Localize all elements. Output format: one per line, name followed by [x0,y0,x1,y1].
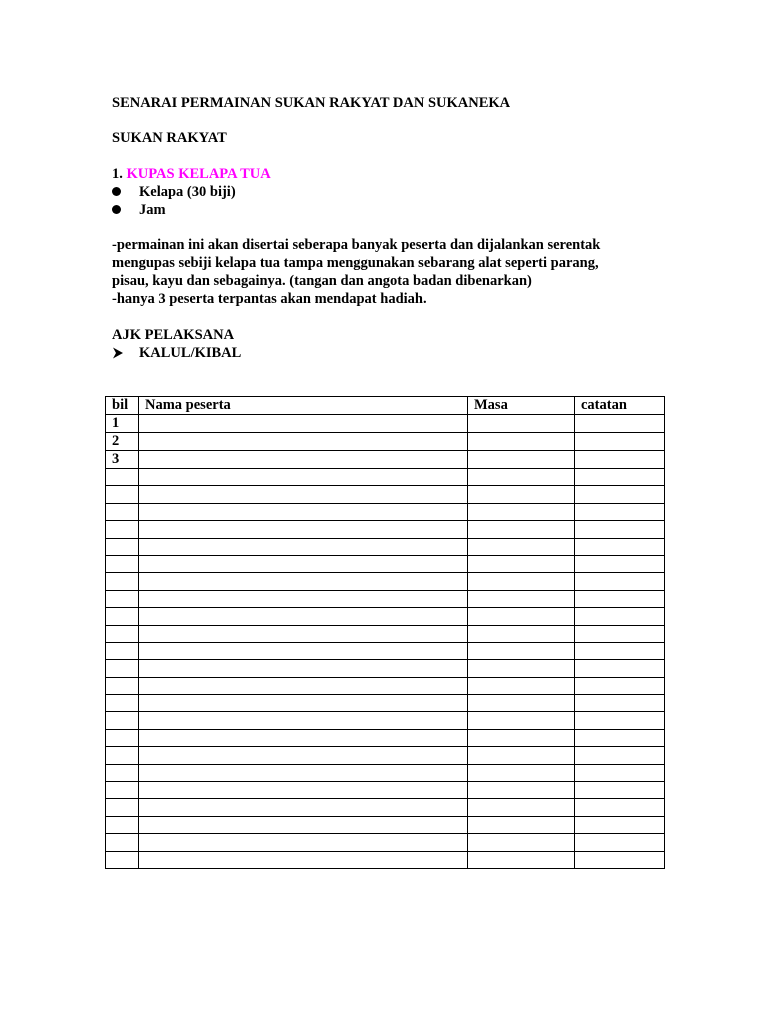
cell-masa [468,521,575,538]
cell-catatan [575,695,665,712]
cell-masa [468,695,575,712]
description-line: pisau, kayu dan sebagainya. (tangan dan angota badan dibenarkan) [112,273,532,289]
cell-nama [139,433,468,451]
cell-nama [139,642,468,659]
cell-catatan [575,608,665,625]
cell-masa [468,712,575,729]
cell-nama [139,695,468,712]
arrow-bullet-icon [112,344,132,359]
bullet-dot-icon [112,201,132,219]
cell-masa [468,433,575,451]
cell-bil [106,851,139,868]
committee-member-text: KALUL/KIBAL [139,345,242,361]
cell-masa [468,451,575,469]
column-header-catatan: catatan [575,397,665,415]
cell-masa [468,729,575,746]
table-header-row [106,397,665,415]
cell-bil [106,642,139,659]
cell-masa [468,782,575,799]
cell-masa [468,486,575,503]
cell-catatan [575,415,665,433]
cell-bil [106,573,139,590]
cell-catatan [575,729,665,746]
cell-masa [468,747,575,764]
cell-bil [106,486,139,503]
cell-catatan [575,764,665,781]
cell-nama [139,764,468,781]
table-row [106,782,665,799]
cell-catatan [575,712,665,729]
table-row [106,816,665,833]
cell-bil [106,712,139,729]
cell-masa [468,608,575,625]
description-line: -hanya 3 peserta terpantas akan mendapat hadiah. [112,291,427,307]
cell-catatan [575,451,665,469]
table-row [106,521,665,538]
cell-nama [139,573,468,590]
cell-nama [139,799,468,816]
cell-nama [139,851,468,868]
cell-nama [139,486,468,503]
column-header-nama: Nama peserta [139,397,468,415]
cell-catatan [575,538,665,555]
cell-nama [139,660,468,677]
table-body [106,415,665,869]
cell-catatan [575,851,665,868]
cell-masa [468,816,575,833]
cell-bil: 2 [106,433,139,451]
cell-masa [468,642,575,659]
cell-nama [139,677,468,694]
cell-bil [106,608,139,625]
table-row [106,764,665,781]
game-number: 1. [112,166,123,182]
table-row [106,538,665,555]
table-row [106,799,665,816]
game-heading [112,165,271,183]
cell-masa [468,851,575,868]
cell-catatan [575,799,665,816]
cell-bil [106,469,139,486]
cell-nama [139,521,468,538]
cell-masa [468,799,575,816]
table-row [106,695,665,712]
cell-masa [468,764,575,781]
game-name: KUPAS KELAPA TUA [126,166,271,182]
table-row [106,503,665,520]
cell-nama [139,608,468,625]
table-row [106,415,665,433]
cell-nama [139,415,468,433]
cell-bil [106,816,139,833]
table-row [106,590,665,607]
cell-bil [106,834,139,851]
table-row [106,433,665,451]
cell-bil: 3 [106,451,139,469]
cell-catatan [575,503,665,520]
cell-catatan [575,590,665,607]
cell-masa [468,538,575,555]
table-row [106,851,665,868]
cell-bil [106,555,139,572]
cell-bil [106,747,139,764]
cell-masa [468,625,575,642]
cell-nama [139,729,468,746]
cell-masa [468,590,575,607]
cell-nama [139,816,468,833]
cell-bil [106,799,139,816]
table-row [106,486,665,503]
cell-masa [468,469,575,486]
cell-catatan [575,573,665,590]
cell-masa [468,555,575,572]
cell-bil [106,521,139,538]
bullet-dot-icon [112,183,132,201]
cell-masa [468,834,575,851]
cell-bil [106,660,139,677]
cell-bil [106,695,139,712]
list-item-text: Jam [139,202,166,218]
cell-masa [468,573,575,590]
cell-nama [139,503,468,520]
description-line: mengupas sebiji kelapa tua tampa menggunakan sebarang alat seperti parang, [112,255,599,271]
cell-nama [139,712,468,729]
cell-catatan [575,834,665,851]
cell-nama [139,538,468,555]
cell-nama [139,834,468,851]
section-heading: SUKAN RAKYAT [112,130,227,146]
table-row [106,747,665,764]
cell-bil [106,625,139,642]
cell-catatan [575,642,665,659]
column-header-bil: bil [106,397,139,415]
cell-catatan [575,816,665,833]
cell-catatan [575,486,665,503]
list-item-text: Kelapa (30 biji) [139,184,236,200]
table-row [106,608,665,625]
cell-nama [139,782,468,799]
table-row [106,729,665,746]
cell-bil [106,677,139,694]
table-row [106,555,665,572]
cell-masa [468,677,575,694]
cell-bil [106,729,139,746]
description-line: -permainan ini akan disertai seberapa banyak peserta dan dijalankan serentak [112,237,601,253]
table-row [106,625,665,642]
cell-nama [139,625,468,642]
cell-bil: 1 [106,415,139,433]
cell-catatan [575,433,665,451]
table-row [106,573,665,590]
column-header-masa: Masa [468,397,575,415]
table-row [106,642,665,659]
document-title: SENARAI PERMAINAN SUKAN RAKYAT DAN SUKANEKA [112,95,511,111]
cell-bil [106,782,139,799]
cell-bil [106,503,139,520]
table-row [106,712,665,729]
cell-masa [468,503,575,520]
cell-nama [139,451,468,469]
cell-catatan [575,677,665,694]
cell-masa [468,415,575,433]
cell-catatan [575,782,665,799]
cell-catatan [575,555,665,572]
cell-nama [139,747,468,764]
cell-bil [106,764,139,781]
cell-catatan [575,521,665,538]
cell-bil [106,538,139,555]
cell-catatan [575,469,665,486]
table-row [106,677,665,694]
cell-masa [468,660,575,677]
committee-heading: AJK PELAKSANA [112,327,235,343]
table-row [106,469,665,486]
cell-nama [139,590,468,607]
table-row [106,660,665,677]
cell-nama [139,469,468,486]
cell-nama [139,555,468,572]
cell-bil [106,590,139,607]
table-row [106,834,665,851]
participant-table [105,396,665,869]
cell-catatan [575,625,665,642]
table-row [106,451,665,469]
cell-catatan [575,747,665,764]
cell-catatan [575,660,665,677]
